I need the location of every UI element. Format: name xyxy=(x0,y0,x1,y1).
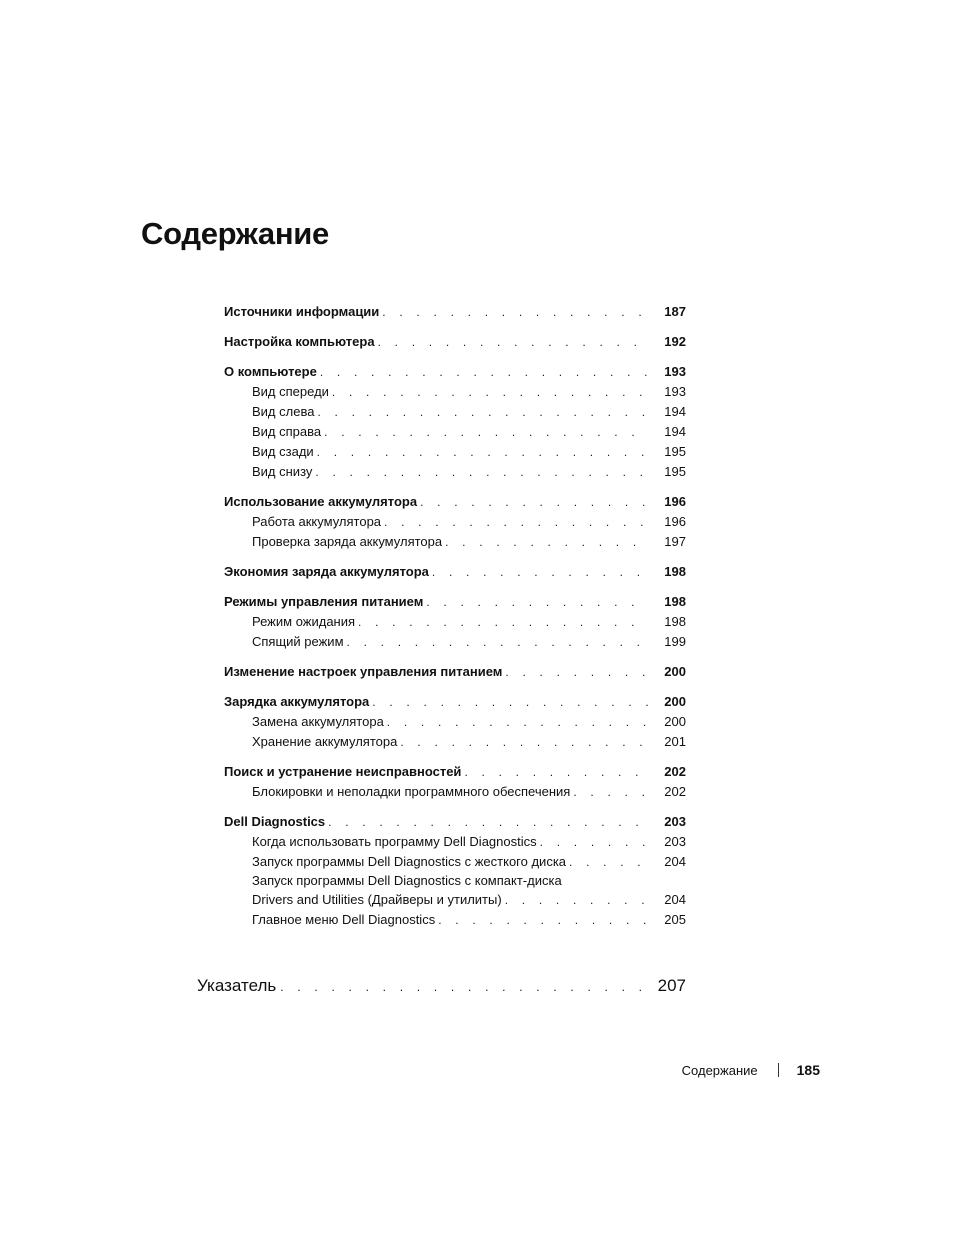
toc-index-page: 207 xyxy=(657,976,686,995)
toc-section-entry[interactable] xyxy=(224,812,686,832)
toc-subsection-entry[interactable] xyxy=(224,832,686,852)
dot-leader xyxy=(573,782,648,802)
page-title: Содержание xyxy=(141,216,329,251)
toc-subsection-entry[interactable] xyxy=(224,422,686,442)
toc-entry-title: Режимы управления питанием xyxy=(224,594,424,609)
toc-entry-page: 193 xyxy=(664,384,686,399)
dot-leader xyxy=(426,592,648,612)
toc-entry-page: 196 xyxy=(664,494,686,509)
toc-subsection-entry[interactable] xyxy=(224,782,686,802)
toc-section-entry[interactable] xyxy=(224,692,686,712)
toc-entry-page: 205 xyxy=(664,912,686,927)
dot-leader xyxy=(540,832,648,852)
dot-leader xyxy=(400,732,648,752)
toc-entry-page: 197 xyxy=(664,534,686,549)
toc-section-entry[interactable] xyxy=(224,762,686,782)
toc-entry-title: Проверка заряда аккумулятора xyxy=(252,534,443,549)
toc-entry-page: 202 xyxy=(664,784,686,799)
toc-entry-page: 196 xyxy=(664,514,686,529)
toc-subsection-entry[interactable] xyxy=(224,612,686,632)
toc-entry-title: Dell Diagnostics xyxy=(224,814,326,829)
toc-entry-page: 203 xyxy=(664,814,686,829)
toc-subsection-entry[interactable] xyxy=(224,890,686,910)
toc-entry-page: 202 xyxy=(664,764,686,779)
dot-leader xyxy=(505,890,648,910)
toc-entry-title: Режим ожидания xyxy=(252,614,356,629)
toc-entry-page: 187 xyxy=(664,304,686,319)
toc-subsection-entry[interactable] xyxy=(224,852,686,872)
dot-leader xyxy=(382,302,648,322)
toc-entry-page: 200 xyxy=(664,694,686,709)
dot-leader xyxy=(445,532,648,552)
toc-entry-title: Работа аккумулятора xyxy=(252,514,382,529)
dot-leader xyxy=(328,812,648,832)
toc-section-entry[interactable] xyxy=(224,362,686,382)
dot-leader xyxy=(505,662,648,682)
toc-entry-title: Замена аккумулятора xyxy=(252,714,384,729)
page-footer xyxy=(682,1062,820,1078)
toc-entry-title: Блокировки и неполадки программного обеспечения xyxy=(252,784,571,799)
toc-section-entry[interactable] xyxy=(224,302,686,322)
toc-entry-page: 199 xyxy=(664,634,686,649)
toc-entry-title: Вид слева xyxy=(252,404,315,419)
toc-entry-title: О компьютере xyxy=(224,364,317,379)
toc-entry-title: Когда использовать программу Dell Diagnostics xyxy=(252,834,537,849)
toc-entry-title: Изменение настроек управления питанием xyxy=(224,664,503,679)
toc-entry-title: Вид справа xyxy=(252,424,322,439)
toc-entry-page: 192 xyxy=(664,334,686,349)
toc-entry-title: Поиск и устранение неисправностей xyxy=(224,764,462,779)
toc-index-label: Указатель xyxy=(197,976,277,995)
toc-subsection-entry[interactable] xyxy=(224,442,686,462)
toc-entry-title: Зарядка аккумулятора xyxy=(224,694,370,709)
dot-leader xyxy=(438,910,648,930)
toc-section-entry[interactable] xyxy=(224,662,686,682)
dot-leader xyxy=(332,382,648,402)
toc-entry-title: Настройка компьютера xyxy=(224,334,375,349)
toc-section-entry[interactable] xyxy=(224,332,686,352)
toc-subsection-entry[interactable] xyxy=(224,402,686,422)
dot-leader xyxy=(317,402,648,422)
toc-entry-page: 193 xyxy=(664,364,686,379)
toc-entry-title: Спящий режим xyxy=(252,634,344,649)
toc-entry-title: Экономия заряда аккумулятора xyxy=(224,564,429,579)
toc-entry-page: 201 xyxy=(664,734,686,749)
dot-leader xyxy=(315,462,648,482)
toc-section-entry[interactable] xyxy=(224,592,686,612)
toc-subsection-entry[interactable] xyxy=(224,462,686,482)
dot-leader xyxy=(358,612,648,632)
dot-leader xyxy=(569,852,648,872)
dot-leader xyxy=(464,762,648,782)
toc-entry-title: Использование аккумулятора xyxy=(224,494,418,509)
toc-entry-page: 200 xyxy=(664,714,686,729)
toc-entry-title: Вид сзади xyxy=(252,444,314,459)
toc-subsection-entry[interactable] xyxy=(224,632,686,652)
footer-divider xyxy=(778,1063,779,1077)
dot-leader xyxy=(320,362,648,382)
table-of-contents xyxy=(224,302,686,930)
dot-leader xyxy=(372,692,648,712)
toc-entry-title: Источники информации xyxy=(224,304,380,319)
toc-entry-page: 198 xyxy=(664,614,686,629)
toc-entry-title: Главное меню Dell Diagnostics xyxy=(252,912,436,927)
footer-section-title: Содержание xyxy=(681,1063,758,1078)
toc-section-entry[interactable] xyxy=(224,562,686,582)
toc-subsection-entry[interactable] xyxy=(224,872,686,890)
toc-section-entry[interactable] xyxy=(224,492,686,512)
dot-leader xyxy=(347,632,648,652)
toc-entry-page: 203 xyxy=(664,834,686,849)
toc-entry-page: 198 xyxy=(664,594,686,609)
toc-subsection-entry[interactable] xyxy=(224,512,686,532)
toc-index-entry[interactable] xyxy=(197,976,686,996)
toc-subsection-entry[interactable] xyxy=(224,732,686,752)
toc-entry-page: 194 xyxy=(664,404,686,419)
toc-entry-page: 195 xyxy=(664,464,686,479)
dot-leader xyxy=(387,712,648,732)
toc-entry-page: 204 xyxy=(664,854,686,869)
page-number: 185 xyxy=(796,1062,820,1078)
toc-subsection-entry[interactable] xyxy=(224,712,686,732)
toc-entry-title: Запуск программы Dell Diagnostics с компакт-диска xyxy=(252,873,562,888)
dot-leader xyxy=(432,562,648,582)
dot-leader xyxy=(324,422,648,442)
toc-entry-title: Drivers and Utilities (Драйверы и утилиты) xyxy=(252,892,502,907)
toc-entry-page: 204 xyxy=(664,892,686,907)
toc-entry-page: 195 xyxy=(664,444,686,459)
dot-leader xyxy=(280,980,647,994)
dot-leader xyxy=(317,442,648,462)
toc-subsection-entry[interactable] xyxy=(224,910,686,930)
toc-entry-title: Запуск программы Dell Diagnostics с жесткого диска xyxy=(252,854,567,869)
toc-entry-title: Вид спереди xyxy=(252,384,329,399)
toc-subsection-entry[interactable] xyxy=(224,532,686,552)
dot-leader xyxy=(378,332,648,352)
toc-subsection-entry[interactable] xyxy=(224,382,686,402)
toc-entry-page: 198 xyxy=(664,564,686,579)
dot-leader xyxy=(384,512,648,532)
toc-entry-title: Хранение аккумулятора xyxy=(252,734,398,749)
dot-leader xyxy=(420,492,648,512)
toc-entry-title: Вид снизу xyxy=(252,464,313,479)
toc-entry-page: 194 xyxy=(664,424,686,439)
toc-entry-page: 200 xyxy=(664,664,686,679)
